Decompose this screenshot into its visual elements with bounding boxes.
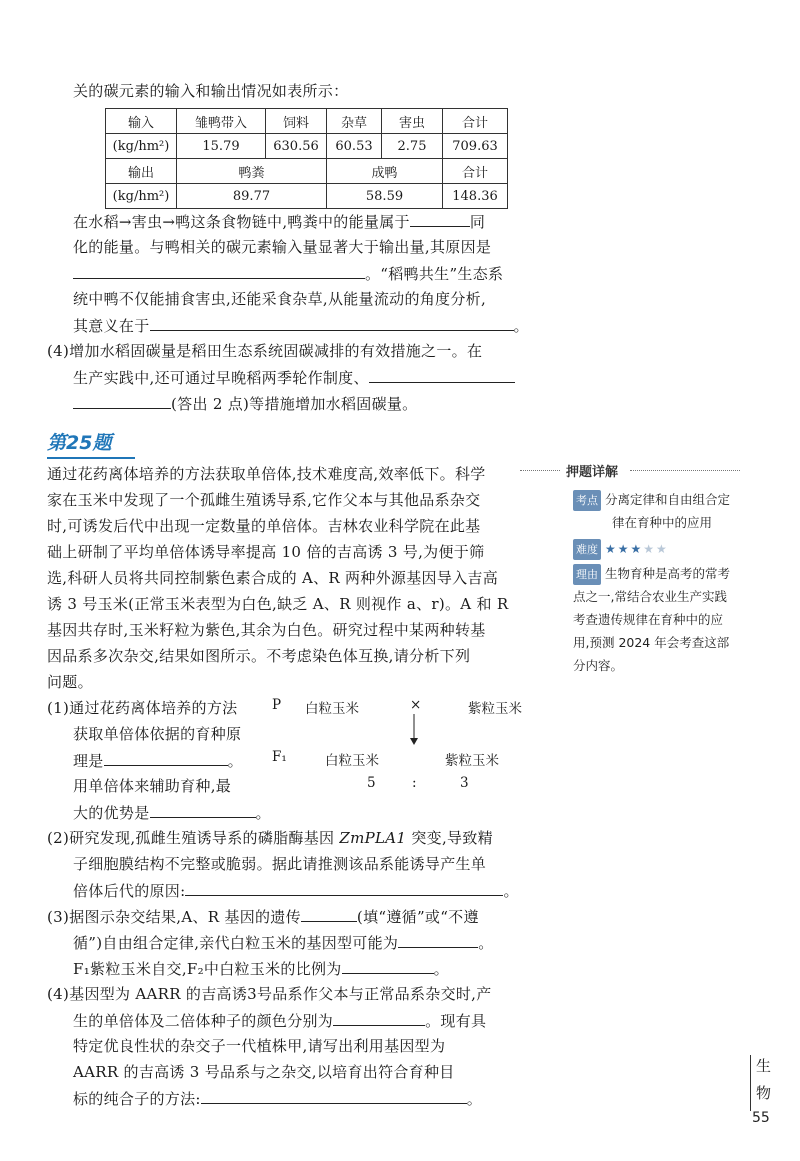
diagram-cross: × (410, 697, 422, 713)
star-icon: ★ (630, 542, 642, 556)
reason-line: 点之一,常结合农业生产实践 (573, 589, 727, 604)
table-cell: 鸭粪 (177, 159, 327, 184)
table-cell: 雏鸭带入 (177, 109, 266, 134)
q25-part3: (3)据图示杂交结果,A、R 基因的遗传 (填“遵循”或“不遵 (47, 905, 479, 928)
q24-line: 生产实践中,还可通过早晚稻两季轮作制度、 (73, 366, 515, 389)
table-row (106, 134, 508, 159)
answer-blank (201, 1087, 467, 1104)
q25-line: AARR 的吉高诱 3 号品系与之杂交,以培育出符合育种目 (73, 1063, 455, 1081)
q25-line: 获取单倍体依据的育种原 (73, 725, 242, 743)
q24-part4: (4)增加水稻固碳量是稻田生态系统固碳减排的有效措施之一。在 (47, 342, 483, 360)
table-cell: 630.56 (266, 134, 327, 159)
kaodian-tag: 考点 (573, 490, 601, 511)
diagram-ratio-colon: : (412, 775, 417, 791)
diagram-child1: 白粒玉米 (325, 753, 379, 769)
subject-divider (750, 1055, 751, 1111)
q25-line: 子细胞膜结构不完整或脆弱。据此请推测该品系能诱导产生单 (73, 855, 487, 873)
stem-line: 选,科研人员将共同控制紫色素合成的 A、R 两种外源基因导入吉高 (47, 569, 499, 587)
table-cell: 15.79 (177, 134, 266, 159)
q24-line: (答出 2 点)等措施增加水稻固碳量。 (73, 392, 418, 415)
q25-line: 理是 。 (73, 749, 243, 772)
answer-blank (73, 262, 365, 279)
answer-blank (104, 749, 228, 766)
answer-blank (342, 957, 434, 974)
stem-line: 诱 3 号玉米(正常玉米表型为白色,缺乏 A、R 则视作 a、r)。A 和 R (47, 595, 509, 613)
difficulty-stars (605, 541, 669, 556)
q25-line: 标的纯合子的方法: 。 (73, 1087, 482, 1110)
diagram-ratio2: 3 (460, 775, 469, 791)
answer-blank (333, 1009, 425, 1026)
star-icon: ★ (656, 542, 667, 556)
reason-tag: 理由 (573, 564, 601, 585)
stem-line: 础上研制了平均单倍体诱导率提高 10 倍的吉高诱 3 号,为便于筛 (47, 543, 485, 561)
answer-blank (301, 905, 357, 922)
table-cell: (kg/hm²) (106, 134, 177, 159)
diagram-ratio1: 5 (367, 775, 376, 791)
stem-line: 基因共存时,玉米籽粒为紫色,其余为白色。研究过程中某两种转基 (47, 621, 486, 639)
star-icon: ★ (604, 542, 616, 556)
question-title: 第25题 (47, 428, 135, 459)
q25-line: 用单倍体来辅助育种,最 (73, 777, 232, 795)
diagram-parent2: 紫粒玉米 (468, 701, 522, 717)
table-cell: 58.59 (327, 184, 443, 209)
table-cell: 输入 (106, 109, 177, 134)
stem-line: 通过花药离体培养的方法获取单倍体,技术难度高,效率低下。科学 (47, 465, 486, 483)
table-cell: 60.53 (327, 134, 382, 159)
q24-line: 。“稻鸭共生”生态系 (73, 262, 503, 285)
kaodian-row: 考点 分离定律和自由组合定 (573, 489, 730, 511)
q25-part1: (1)通过花药离体培养的方法 (47, 699, 238, 717)
q25-part2: (2)研究发现,孤雌生殖诱导系的磷脂酶基因 ZmPLA1 突变,导致精 (47, 829, 493, 847)
q25-part4: (4)基因型为 AARR 的吉高诱3号品系作父本与正常品系杂交时,产 (47, 985, 492, 1003)
q25-line: 生的单倍体及二倍体种子的颜色分别为 。现有具 (73, 1009, 486, 1032)
diagram-arrow (407, 714, 421, 746)
sidebar-header: 押题详解 (566, 465, 619, 480)
q25-line: 倍体后代的原因: 。 (73, 879, 519, 902)
sidebar-leader-line (630, 470, 740, 471)
table-cell: 输出 (106, 159, 177, 184)
subject-char: 生 (756, 1057, 772, 1075)
q24-line: 在水稻→害虫→鸭这条食物链中,鸭粪中的能量属于 同 (73, 210, 485, 233)
table-cell: 2.75 (382, 134, 443, 159)
subject-char: 物 (756, 1084, 772, 1102)
table-cell: 杂草 (327, 109, 382, 134)
reason-line: 考查遗传规律在育种中的应 (573, 612, 724, 627)
diagram-p-label: P (272, 697, 282, 713)
page-number: 55 (752, 1110, 770, 1126)
answer-blank (398, 931, 478, 948)
answer-blank (150, 314, 514, 331)
difficulty-tag: 难度 (573, 539, 601, 560)
q25-line: 特定优良性状的杂交子一代植株甲,请写出利用基因型为 (73, 1037, 446, 1055)
table-cell: 饲料 (266, 109, 327, 134)
q24-line: 统中鸭不仅能捕食害虫,还能采食杂草,从能量流动的角度分析, (73, 290, 487, 308)
table-cell: 成鸭 (327, 159, 443, 184)
table-cell: 合计 (443, 109, 508, 134)
diagram-parent1: 白粒玉米 (305, 701, 359, 717)
table-row (106, 159, 508, 184)
table-cell: 89.77 (177, 184, 327, 209)
reason-row: 理由 生物育种是高考的常考 (573, 563, 730, 585)
sidebar-leader-line (520, 470, 560, 471)
kaodian-text: 律在育种中的应用 (612, 515, 713, 530)
answer-blank (369, 366, 515, 383)
reason-line: 用,预测 2024 年会考查这部 (573, 635, 730, 650)
difficulty-row (573, 538, 669, 560)
stem-line: 因品系多次杂交,结果如图所示。不考虑染色体互换,请分析下列 (47, 647, 471, 665)
q24-line: 化的能量。与鸭相关的碳元素输入量显著大于输出量,其原因是 (73, 238, 492, 256)
table-cell: 合计 (443, 159, 508, 184)
carbon-table (105, 108, 508, 209)
table-cell: 害虫 (382, 109, 443, 134)
intro-line: 关的碳元素的输入和输出情况如表所示： (73, 82, 349, 100)
table-row (106, 184, 508, 209)
table-cell: (kg/hm²) (106, 184, 177, 209)
answer-blank (410, 210, 470, 227)
stem-line: 时,可诱发后代中出现一定数量的单倍体。吉林农业科学院在此基 (47, 517, 481, 535)
answer-blank (73, 392, 171, 409)
stem-line: 家在玉米中发现了一个孤雌生殖诱导系,它作父本与其他品系杂交 (47, 491, 481, 509)
table-row (106, 109, 508, 134)
star-icon: ★ (643, 542, 655, 556)
table-cell: 709.63 (443, 134, 508, 159)
q25-line: 循”)自由组合定律,亲代白粒玉米的基因型可能为 。 (73, 931, 494, 954)
stem-line: 问题。 (47, 673, 93, 691)
q25-line: 大的优势是 。 (73, 801, 271, 824)
diagram-f1-label: F₁ (272, 749, 287, 765)
answer-blank (185, 879, 503, 896)
reason-line: 分内容。 (573, 658, 624, 673)
q24-line: 其意义在于 。 (73, 314, 529, 337)
answer-blank (150, 801, 256, 818)
table-cell: 148.36 (443, 184, 508, 209)
star-icon: ★ (617, 542, 629, 556)
q25-line: F₁紫粒玉米自交,F₂中白粒玉米的比例为 。 (73, 957, 449, 980)
diagram-child2: 紫粒玉米 (445, 753, 499, 769)
